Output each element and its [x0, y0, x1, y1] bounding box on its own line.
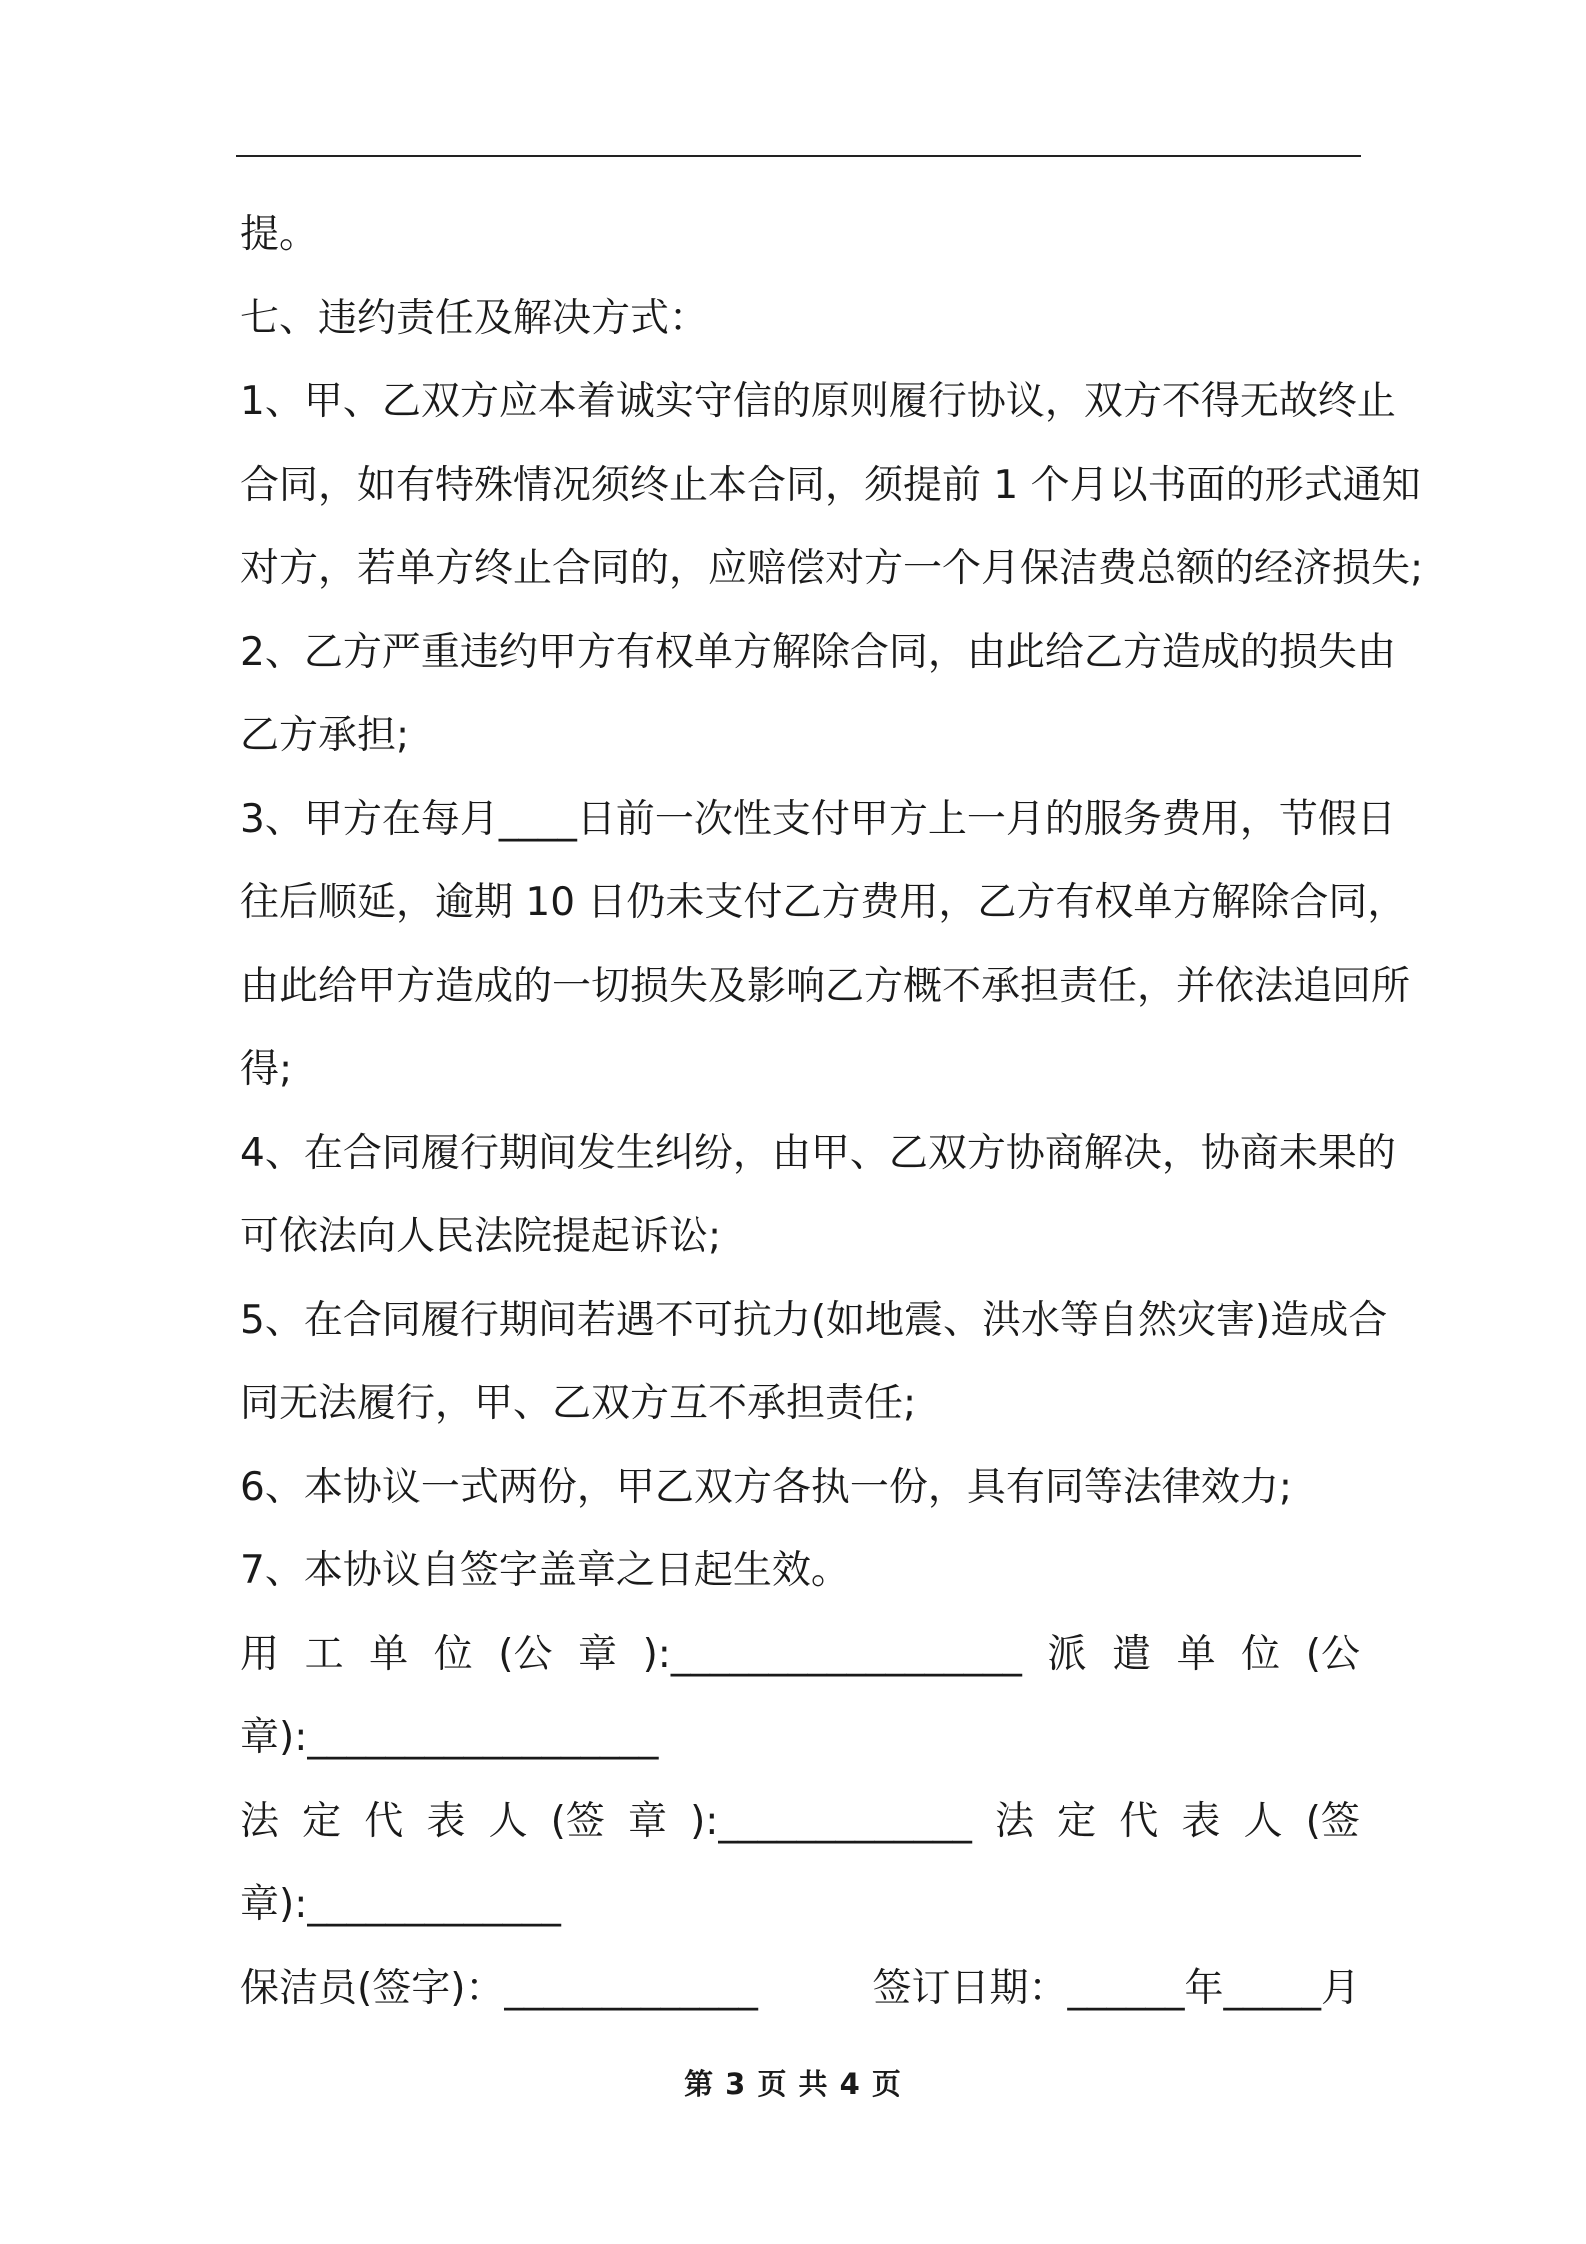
- signature-blank: ):__________________: [642, 1631, 1022, 1677]
- signature-char: 定: [302, 1798, 342, 1844]
- signature-blank: ):_____________: [690, 1798, 972, 1844]
- signature-char: 人: [488, 1798, 528, 1844]
- text-line: 对方，若单方终止合同的，应赔偿对方一个月保洁费总额的经济损失;: [240, 546, 1424, 591]
- text-line: 7、本协议自签字盖章之日起生效。: [240, 1548, 850, 1593]
- text-line: 2、乙方严重违约甲方有权单方解除合同，由此给乙方造成的损失由: [240, 629, 1396, 675]
- signature-char: 派: [1047, 1631, 1087, 1677]
- signature-char: 代: [1119, 1798, 1159, 1844]
- signature-line-continuation: 章):_____________: [240, 1882, 561, 1927]
- signature-employer-dispatcher-line: [240, 1613, 1360, 1697]
- signature-char: 人: [1243, 1798, 1283, 1844]
- signature-char: 表: [1181, 1798, 1221, 1844]
- signature-char: 遣: [1112, 1631, 1152, 1677]
- text-line: 由此给甲方造成的一切损失及影响乙方概不承担责任，并依法追回所: [240, 963, 1411, 1009]
- signature-cleaner-date-line: [240, 1947, 1360, 2031]
- signature-char: 法: [995, 1798, 1035, 1844]
- text-line: 往后顺延，逾期 10 日仍未支付乙方费用，乙方有权单方解除合同，: [240, 880, 1407, 925]
- signature-char: (公: [1305, 1631, 1360, 1677]
- cleaner-signature-field: 保洁员(签字)：_____________: [240, 1965, 758, 2011]
- text-line: 3、甲方在每月____日前一次性支付甲方上一月的服务费用，节假日: [240, 796, 1396, 842]
- text-line: 可依法向人民法院提起诉讼;: [240, 1214, 722, 1259]
- page-number: 第 3 页 共 4 页: [684, 2067, 902, 2101]
- signature-char: (签: [550, 1798, 605, 1844]
- signature-char: 表: [426, 1798, 466, 1844]
- signature-char: 单: [1176, 1631, 1216, 1677]
- text-line: 6、本协议一式两份，甲乙双方各执一份，具有同等法律效力;: [240, 1464, 1292, 1510]
- text-line: 乙方承担;: [240, 713, 410, 758]
- signature-line-continuation: 章):__________________: [240, 1715, 659, 1760]
- text-line: 同无法履行，甲、乙双方互不承担责任;: [240, 1381, 917, 1426]
- signature-char: 用: [240, 1631, 280, 1677]
- signature-char: 章: [578, 1631, 618, 1677]
- signing-date-field: 签订日期：______年_____月: [872, 1965, 1360, 2011]
- signature-char: 工: [304, 1631, 344, 1677]
- text-line: 4、在合同履行期间发生纠纷，由甲、乙双方协商解决，协商未果的: [240, 1130, 1396, 1176]
- signature-char: 法: [240, 1798, 280, 1844]
- text-line: 1、甲、乙双方应本着诚实守信的原则履行协议，双方不得无故终止: [240, 379, 1396, 424]
- signature-char: 章: [627, 1798, 667, 1844]
- header-rule: [236, 155, 1361, 157]
- signature-char: (公: [498, 1631, 553, 1677]
- signature-char: 位: [1241, 1631, 1281, 1677]
- signature-char: (签: [1305, 1798, 1360, 1844]
- signature-char: 代: [364, 1798, 404, 1844]
- signature-char: 位: [433, 1631, 473, 1677]
- signature-char: 定: [1057, 1798, 1097, 1844]
- contract-body: [240, 193, 1424, 2030]
- signature-legal-rep-line: [240, 1780, 1360, 1864]
- text-line: 合同，如有特殊情况须终止本合同，须提前 1 个月以书面的形式通知: [240, 462, 1421, 508]
- text-line: 得;: [240, 1047, 293, 1092]
- text-line: 提。: [240, 212, 319, 257]
- section-heading: 七、违约责任及解决方式：: [240, 295, 709, 341]
- signature-char: 单: [369, 1631, 409, 1677]
- text-line: 5、在合同履行期间若遇不可抗力(如地震、洪水等自然灾害)造成合: [240, 1297, 1388, 1343]
